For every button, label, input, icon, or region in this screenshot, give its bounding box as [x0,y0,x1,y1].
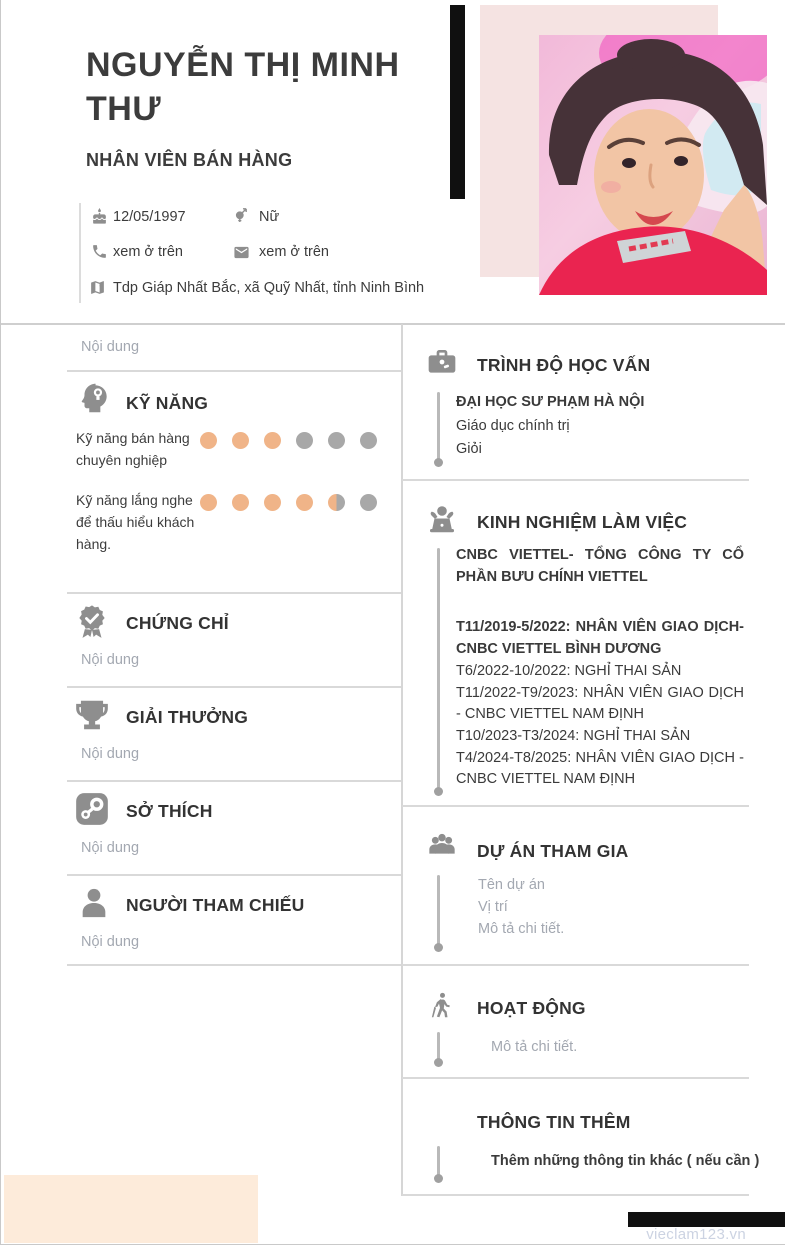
project-position-placeholder[interactable]: Vị trí [478,899,508,915]
hobbies-heading: SỞ THÍCH [126,801,213,821]
education-timeline-dot [434,458,443,467]
certificates-heading: CHỨNG CHỈ [126,613,229,633]
skills-heading: KỸ NĂNG [126,393,209,413]
section-divider [402,1077,749,1079]
map-icon [89,279,106,301]
decor-black-bar-top [450,5,465,199]
awards-placeholder[interactable]: Nội dung [81,746,140,762]
steam-gamepad-icon [73,790,111,833]
experience-heading: KINH NGHIỆM LÀM VIỆC [477,512,688,532]
experience-company: CNBC VIETTEL- TỔNG CÔNG TY CỔ PHẦN BƯU CHÍNH VIETTEL [456,547,744,585]
additional-info-heading: THÔNG TIN THÊM [477,1112,631,1132]
contact-divider-rule [79,203,81,303]
experience-entry: T10/2023-T3/2024: NGHỈ THAI SẢN [456,727,691,744]
section-divider [402,479,749,481]
section-divider [402,964,749,966]
education-school[interactable]: ĐẠI HỌC SƯ PHẠM HÀ NỘI [456,394,645,410]
education-timeline [437,392,440,460]
experience-entry: T4/2024-T8/2025: NHÂN VIÊN GIAO DỊCH - CNBC VIETTEL NAM ĐỊNH [456,749,744,788]
experience-entry: T11/2019-5/2022: NHÂN VIÊN GIAO DỊCH- CNBC VIETTEL BÌNH DƯƠNG [456,619,744,658]
experience-timeline-dot [434,787,443,796]
certificates-placeholder[interactable]: Nội dung [81,652,140,668]
experience-entry: T6/2022-10/2022: NGHỈ THAI SẢN [456,662,682,679]
skill-dot [200,432,217,449]
references-placeholder[interactable]: Nội dung [81,934,140,950]
header-divider [1,323,785,325]
additional-info-timeline-dot [434,1174,443,1183]
section-divider [67,780,401,782]
decor-black-bar-bottom [628,1212,785,1227]
watermark: vieclam123.vn [646,1226,746,1243]
section-divider [402,805,749,807]
section-divider [67,370,401,372]
experience-timeline [437,548,440,788]
skill-label: Kỹ năng lắng nghe để thấu hiểu khách hàng. [76,492,195,552]
references-heading: NGƯỜI THAM CHIẾU [126,895,305,915]
profile-photo[interactable] [539,35,767,295]
project-name-placeholder[interactable]: Tên dự án [478,877,545,893]
contact-email: xem ở trên [259,244,329,260]
activities-heading: HOẠT ĐỘNG [477,998,586,1018]
contact-address: Tdp Giáp Nhất Bắc, xã Quỹ Nhất, tỉnh Ninh Bình [113,280,425,296]
decor-peach-block [4,1175,258,1243]
candidate-job-title: NHÂN VIÊN BÁN HÀNG [86,150,293,170]
section-divider [67,964,401,966]
skill-dot [360,432,377,449]
gender-icon [232,206,249,228]
certificate-ribbon-icon [73,602,111,647]
skill-dot [360,494,377,511]
project-description-placeholder[interactable]: Mô tả chi tiết. [478,921,565,937]
objective-placeholder[interactable]: Nội dung [81,339,140,355]
education-major[interactable]: Giáo dục chính trị [456,418,570,434]
awards-heading: GIẢI THƯỞNG [126,707,249,727]
skill-dot [328,432,345,449]
person-laptop-icon [423,502,461,543]
projects-timeline-dot [434,943,443,952]
hiker-icon [425,988,455,1029]
skill-item[interactable] [76,428,396,471]
phone-icon [91,243,108,265]
envelope-icon [233,244,250,266]
skill-dot [232,494,249,511]
activities-timeline-dot [434,1058,443,1067]
contact-phone: xem ở trên [113,244,183,260]
additional-info-note[interactable]: Thêm những thông tin khác ( nếu cần ) [491,1153,760,1169]
education-grade[interactable]: Giỏi [456,441,482,457]
additional-info-timeline [437,1146,440,1176]
column-divider [401,324,403,1196]
skill-label: Kỹ năng bán hàng chuyên nghiệp [76,430,190,468]
head-bulb-icon [75,379,113,422]
hobbies-placeholder[interactable]: Nội dung [81,840,140,856]
skill-item[interactable] [76,490,396,555]
projects-timeline [437,875,440,945]
activities-placeholder[interactable]: Mô tả chi tiết. [491,1039,578,1055]
briefcase-icon [425,346,459,383]
person-icon [77,884,111,927]
skill-dot [264,494,281,511]
contact-birthday: 12/05/1997 [113,209,186,225]
section-divider [67,592,401,594]
activities-timeline [437,1032,440,1060]
projects-heading: DỰ ÁN THAM GIA [477,841,629,861]
cake-icon [91,208,108,230]
section-divider [67,874,401,876]
skill-dot [296,432,313,449]
experience-entries[interactable] [456,545,744,791]
contact-gender: Nữ [259,209,280,225]
skill-dot [200,494,217,511]
skill-dot [232,432,249,449]
skill-level-dots[interactable] [200,432,377,471]
trophy-icon [73,696,111,739]
candidate-name: NGUYỄN THỊ MINH THƯ [86,46,400,128]
skill-dot [328,494,345,511]
experience-entry: T11/2022-T9/2023: NHÂN VIÊN GIAO DỊCH - CNBC VIETTEL NAM ĐỊNH [456,684,744,723]
section-divider [67,686,401,688]
education-heading: TRÌNH ĐỘ HỌC VẤN [477,355,651,375]
skill-dot [296,494,313,511]
people-group-icon [424,831,460,868]
skill-level-dots[interactable] [200,494,377,555]
skills-list[interactable] [76,428,396,574]
section-divider [402,1194,749,1196]
skill-dot [264,432,281,449]
